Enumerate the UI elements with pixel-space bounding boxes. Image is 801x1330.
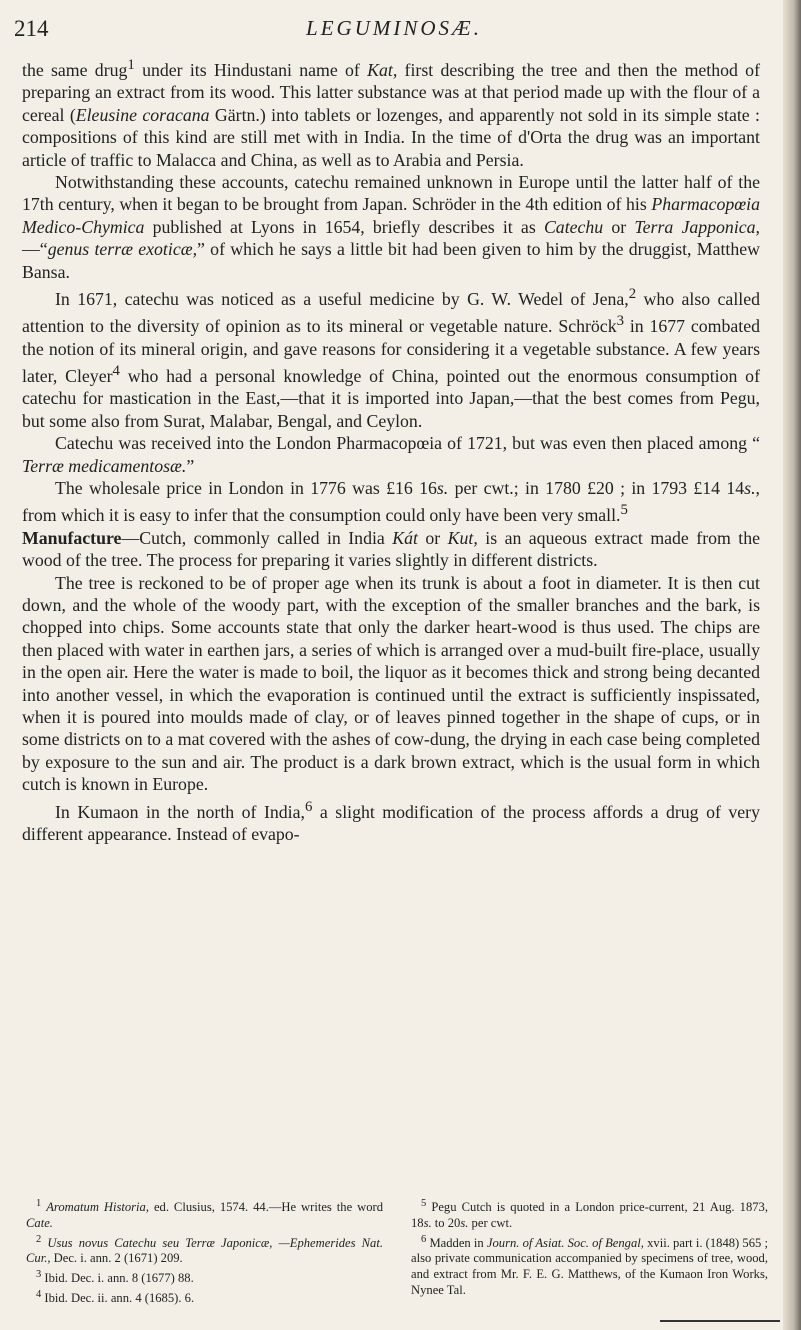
footnote: $^3$ Ibid. Dec. i. ann. 8 (1677) 88.	[36, 1269, 194, 1286]
page-header	[14, 12, 774, 42]
footnote: $^6$ Madden in Journ. of Asiat. Soc. of Bengal, xvii. part i. (1848) 565 ; also private communication accompanied by specimens of tree, wood, and extract from Mr. F. E. G. Matthews, of the Kumaon Iron Works, Nynee Tal.	[411, 1233, 769, 1297]
footnote: $^1$ Aromatum Historia, ed. Clusius, 1574. 44.—He writes the word Cate.	[26, 1198, 383, 1230]
paragraph: Notwithstanding these accounts, catechu remained unknown in Europe until the latter half of the 17th century, when it began to be brought from Japan. Schröder in the 4th edition of his Pharmacopœia Medico-Chymica published at Lyons in 1654, briefly describes it as Catechu or Terra Japponica,—“genus terræ exoticæ,” of which he says a little bit had been given to him by the druggist, Matthew Bansa.	[22, 171, 760, 282]
footnote: $^4$ Ibid. Dec. ii. ann. 4 (1685). 6.	[36, 1289, 195, 1306]
footnote: $^2$ Usus novus Catechu seu Terræ Japonicæ, —Ephemerides Nat. Cur., Dec. i. ann. 2 (1671) 209.	[26, 1233, 383, 1266]
paragraph: The tree is reckoned to be of proper age when its trunk is about a foot in diameter. It is then cut down, and the whole of the woody part, with the exception of the smaller branches and the bark, is chopped into chips. Some accounts state that only the darker heart-wood is thus used. The chips are then placed with water in earthen jars, a series of which is arranged over a mud-built fire-place, usually in the open air. Here the water is made to boil, the liquor as it becomes thick and strong being decanted into another vessel, in which the evaporation is continued until the extract is sufficiently inspissated, when it is poured into moulds made of clay, or of leaves pinned together in the shape of cups, or in some districts on to a mat covered with the ashes of cow-dung, the drying in each case being completed by exposure to the sun and air. The product is a dark brown extract, which is the usual form in which cutch is known in Europe.	[22, 572, 760, 795]
bottom-rule	[660, 1320, 780, 1322]
footnotes-left-column	[26, 1196, 383, 1307]
footnote: $^5$ Pegu Cutch is quoted in a London price-current, 21 Aug. 1873, 18s. to 20s. per cwt.	[411, 1198, 768, 1230]
paragraph: the same drug$^1$ under its Hindustani name of Kat, first describing the tree and then the method of preparing an extract from its wood. This latter substance was at that period made up with the flour of a cereal (Eleusine coracana Gärtn.) into tablets or lozenges, and apparently not sold in its simple state : compositions of this kind are still met with in India. In the time of d'Orta the drug was an important article of traffic to Malacca and China, as well as to Arabia and Persia.	[22, 57, 760, 170]
paragraph: Catechu was received into the London Pharmacopœia of 1721, but was even then placed among “ Terræ medicamentosæ.”	[22, 433, 760, 476]
paragraph: In Kumaon in the north of India,$^6$ a slight modification of the process affords a drug of very different appearance. Instead of evapo-	[22, 798, 760, 844]
running-title: LEGUMINOSÆ.	[306, 16, 482, 40]
paragraph: The wholesale price in London in 1776 was £16 16s. per cwt.; in 1780 £20 ; in 1793 £14 14s., from which it is easy to infer that the consumption could only have been very small.$^5$	[22, 478, 760, 526]
page-number: 214	[14, 16, 49, 41]
body-text	[22, 54, 760, 845]
paragraph: Manufacture—Cutch, commonly called in India Kát or Kut, is an aqueous extract made from the wood of the tree. The process for preparing it varies slightly in different districts.	[22, 527, 761, 571]
footnotes	[26, 1196, 768, 1307]
page-edge-shadow	[783, 0, 801, 1330]
paragraph: In 1671, catechu was noticed as a useful medicine by G. W. Wedel of Jena,$^2$ who also called attention to the diversity of opinion as to its mineral or vegetable nature. Schröck$^3$ in 1677 combated the notion of its mineral origin, and gave reasons for considering it a vegetable substance. A few years later, Cleyer$^4$ who had a personal knowledge of China, pointed out the enormous consumption of catechu for mastication in the East,—that it is imported into Japan,—that the best comes from Pegu, but some also from Surat, Malabar, Bengal, and Ceylon.	[22, 285, 760, 431]
footnotes-right-column	[411, 1196, 768, 1307]
